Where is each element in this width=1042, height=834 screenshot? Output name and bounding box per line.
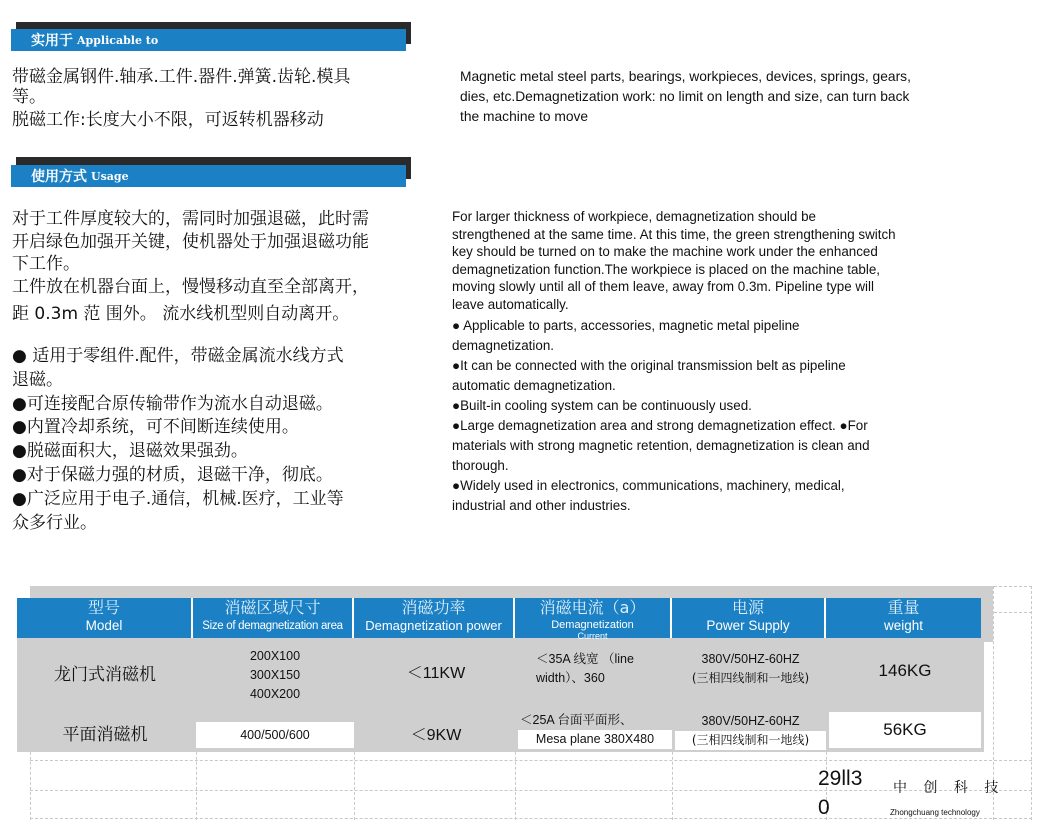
section-title-zh: 使用方式: [31, 169, 87, 185]
header-zh: 消磁区域尺寸: [224, 598, 321, 617]
text-line: the machine to move: [460, 109, 589, 124]
size-value: 400/500/600: [240, 727, 310, 742]
header-en: Model: [85, 618, 123, 633]
header-supply: [672, 598, 826, 638]
section-header-usage: [11, 165, 406, 187]
section-title-en: Usage: [91, 169, 129, 183]
row-size: [196, 722, 354, 748]
text-line: 工件放在机器台面上，慢慢移动直至全部离开，: [12, 276, 369, 297]
row-current: [518, 708, 672, 752]
brand-name-zh: 中 创 科 技: [893, 780, 1005, 796]
grid-line: [30, 818, 1032, 819]
header-en: Current: [577, 631, 608, 641]
bullet-line: ● 适用于零组件.配件，带磁金属流水线方式: [12, 346, 344, 366]
row-separator: [196, 704, 357, 722]
grid-line: [30, 760, 1032, 761]
row-power: [357, 718, 515, 748]
bullet-line: demagnetization.: [452, 338, 554, 353]
header-zh: 电源: [731, 598, 764, 617]
header-en: Power Supply: [706, 618, 790, 633]
bullet-line: ●Built-in cooling system can be continuously used.: [452, 398, 752, 413]
section-title-en: Applicable to: [77, 33, 159, 47]
usage-zh-bullets: [12, 345, 432, 535]
row-size: [196, 646, 354, 704]
header-zh: 型号: [87, 598, 120, 617]
header-zh: 消磁功率: [401, 598, 466, 617]
size-value: 400X200: [249, 686, 301, 701]
header-en: Demagnetization power: [365, 618, 502, 633]
size-value: 200X100: [249, 648, 301, 663]
size-value: 300X150: [249, 667, 301, 682]
page-number: [818, 764, 878, 822]
bullet-line: industrial and other industries.: [452, 498, 631, 513]
row-model: 平面消磁机: [62, 725, 148, 745]
usage-en-text: [452, 208, 982, 314]
supply-value: (三相四线制和一地线): [675, 731, 826, 750]
bullet-line: ●对于保磁力强的材质，退磁干净，彻底。: [12, 464, 333, 485]
bullet-line: thorough.: [452, 458, 509, 473]
text-line: moving slowly until all of them leave, away from 0.3m. Pipeline type will: [452, 279, 874, 295]
bullet-line: ●Widely used in electronics, communications, machinery, medical,: [452, 478, 845, 493]
bullet-line: ● Applicable to parts, accessories, magnetic metal pipeline: [452, 318, 800, 333]
weight-value: 146KG: [878, 661, 932, 680]
section-title-zh: 实用于: [31, 33, 73, 49]
header-current: [515, 598, 672, 641]
page-number-line: 0: [818, 796, 830, 819]
header-zh: 消磁电流（a）: [539, 598, 646, 617]
text-line: 带磁金属钢件.轴承.工件.器件.弹簧.齿轮.模具: [12, 67, 351, 87]
text-line: Magnetic metal steel parts, bearings, workpieces, devices, springs, gears,: [460, 69, 911, 84]
text-line: key should be turned on to make the machine work under the enhanced: [452, 244, 878, 260]
section-header-applicable: [11, 29, 406, 51]
header-en: Demagnetization: [551, 619, 634, 631]
bullet-line: materials with strong magnetic retention, demagnetization is clean and: [452, 438, 870, 453]
header-en: Size of demagnetization area: [202, 620, 343, 632]
applicable-en-text: [460, 67, 990, 127]
header-en: weight: [883, 618, 924, 633]
power-value: ＜9KW: [410, 726, 462, 744]
supply-value: (三相四线制和一地线): [691, 671, 810, 685]
bullet-line: 退磁。: [12, 369, 63, 390]
bullet-line: 众多行业。: [12, 512, 97, 533]
row-power: [357, 646, 515, 696]
text-line: For larger thickness of workpiece, demagnetization should be: [452, 209, 816, 224]
bullet-line: ●脱磁面积大，退磁效果强劲。: [12, 441, 248, 462]
weight-value: 56KG: [883, 720, 927, 739]
text-line: 开启绿色加强开关键，使机器处于加强退磁功能: [12, 231, 369, 252]
row-supply: [675, 646, 826, 692]
supply-value: 380V/50HZ-60HZ: [701, 714, 800, 728]
bullet-line: ●内置冷却系统，可不间断连续使用。: [12, 417, 299, 438]
bullet-line: ●Large demagnetization area and strong demagnetization effect. ●For: [452, 418, 868, 433]
bullet-line: ●可连接配合原传输带作为流水自动退磁。: [12, 393, 333, 414]
text-line: dies, etc.Demagnetization work: no limit on length and size, can turn back: [460, 89, 910, 104]
grid-line: [1031, 586, 1032, 820]
text-line: 等。: [12, 87, 46, 107]
header-size: [193, 598, 354, 638]
page-number-line: 29ll3: [818, 767, 863, 790]
header-zh: 重量: [887, 598, 920, 617]
current-value: width）、360: [536, 671, 605, 685]
text-line: demagnetization function.The workpiece is placed on the machine table,: [452, 261, 881, 277]
applicable-zh-text: [12, 66, 412, 132]
bullet-line: ●广泛应用于电子.通信，机械.医疗，工业等: [12, 488, 344, 509]
text-line: 对于工件厚度较大的，需同时加强退磁，此时需: [12, 209, 369, 229]
text-line: 距 0.3m 范 围外。 流水线机型则自动离开。: [12, 304, 350, 324]
usage-zh-text: [12, 208, 432, 326]
current-value: ＜35A 线宽 （line: [536, 652, 634, 666]
row-current: [518, 646, 672, 692]
grid-line: [30, 790, 1032, 791]
row-weight: [829, 646, 981, 696]
header-power: [354, 598, 515, 638]
header-model: [17, 598, 193, 638]
text-line: 下工作。: [12, 254, 80, 274]
row-model: 龙门式消磁机: [54, 665, 156, 685]
row-supply: [675, 710, 826, 752]
usage-en-bullets: [452, 316, 982, 516]
text-line: leave automatically.: [452, 296, 569, 312]
current-value: ＜25A 台面平面形、: [520, 713, 633, 727]
text-line: 脱磁工作:长度大小不限，可返转机器移动: [12, 110, 324, 130]
supply-value: 380V/50HZ-60HZ: [701, 652, 800, 666]
header-weight: [826, 598, 981, 638]
bullet-line: automatic demagnetization.: [452, 378, 616, 393]
row-weight: [829, 712, 981, 748]
power-value: ＜11KW: [406, 664, 466, 682]
bullet-line: ●It can be connected with the original transmission belt as pipeline: [452, 358, 846, 373]
text-line: strengthened at the same time. At this time, the green strengthening switch: [452, 226, 896, 242]
current-value: Mesa plane 380X480: [518, 730, 672, 749]
brand-name-en: Zhongchuang technology: [890, 808, 980, 817]
